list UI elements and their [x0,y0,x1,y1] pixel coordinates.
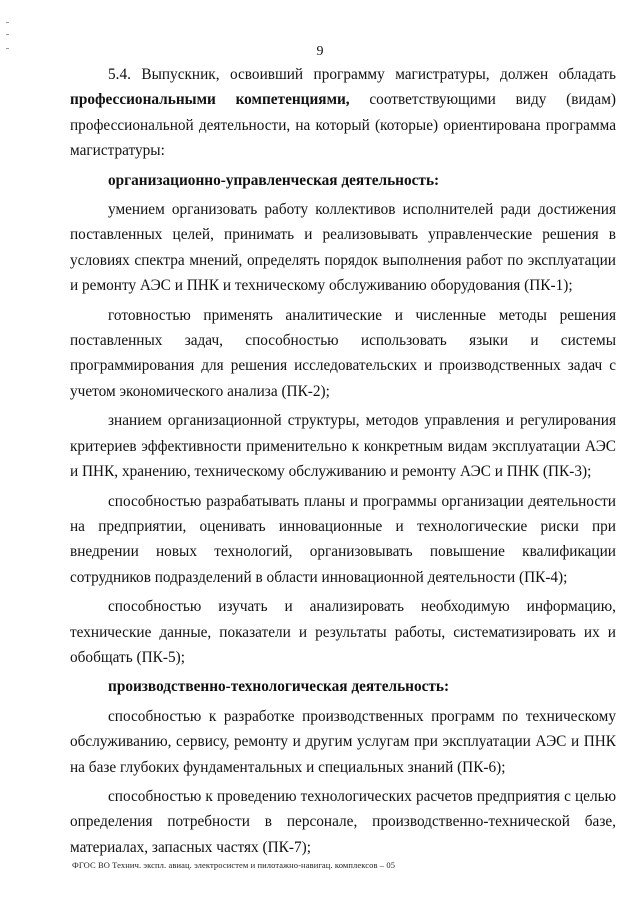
scan-artifact [6,34,9,35]
competency-pk-5: способностью изучать и анализировать необходимую информацию, технические данные, показатели и результаты работы, систематизировать их и обобщать (ПК-5); [70,598,616,666]
competency-pk-1: умением организовать работу коллективов исполнителей ради достижения поставленных целей, принимать и реализовывать управленческие решения в условиях спектра мнений, определять порядок выполнения работ по эксплуатации и ремонту АЭС и ПНК и техническому обслуживанию оборудования (ПК-1); [70,201,616,295]
competency-pk-7: способностью к проведению технологических расчетов предприятия с целью определения потребности в персонале, производственно-технической базе, материалах, запасных частях (ПК-7); [70,787,616,856]
intro-lead: 5.4. Выпускник, освоивший программу магистратуры, должен обладать [108,66,616,83]
section-heading-organizational: организационно-управленческая деятельность: [108,171,440,189]
intro-bold: профессиональными компетенциями, [70,91,350,109]
page-number: 9 [316,44,324,59]
competency-pk-3: знанием организационной структуры, методов управления и регулирования критериев эффективности применительно к конкретным видам эксплуатации АЭС и ПНК, хранению, техническому обслуживанию и ремонту АЭС и ПНК (ПК-3); [70,412,616,481]
competency-pk-6: способностью к разработке производственных программ по техническому обслуживанию, сервису, ремонту и другим услугам при эксплуатации АЭС и ПНК на базе глубоких фундаментальных и специальных знаний (ПК-6); [70,707,616,776]
section-heading-production: производственно-технологическая деятельность: [108,678,450,696]
competency-pk-2: готовностью применять аналитические и численные методы решения поставленных задач, способностью использовать языки и системы программирования для решения исследовательских и производственных задач с учетом экономического анализа (ПК-2); [70,306,616,400]
page-footer: ФГОС ВО Технич. экспл. авиац. электросистем и пилотажно-навигац. комплексов – 05 [72,860,396,870]
document-body [70,62,616,860]
scan-artifact [6,22,9,23]
intro-tail: соответствующими виду (видам) профессиональной деятельности, на который (которые) ориентирована программа магистратуры: [70,91,616,160]
competency-pk-4: способностью разрабатывать планы и программы организации деятельности на предприятии, оценивать инновационные и технологические риски при внедрении новых технологий, организовывать повышение квалификации сотрудников подразделений в области инновационной деятельности (ПК-4); [70,492,616,586]
intro-paragraph [70,62,616,164]
